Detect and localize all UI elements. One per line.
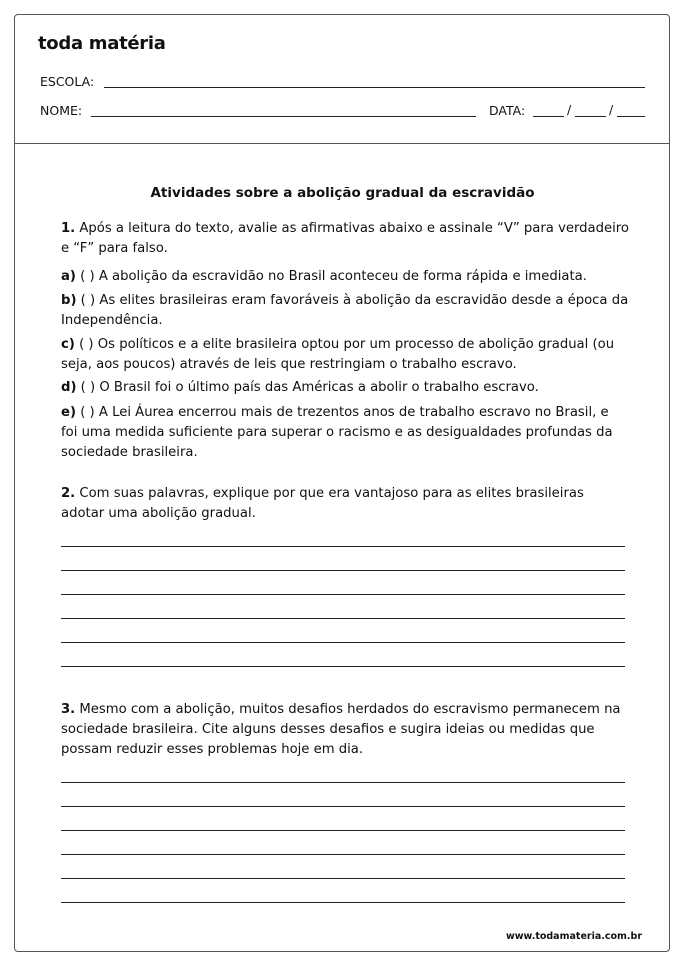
data-label: DATA:	[489, 103, 526, 118]
date-day-field[interactable]	[533, 116, 564, 117]
statement-letter: d)	[61, 380, 77, 395]
statement-c	[61, 335, 629, 375]
statement-b	[61, 291, 629, 331]
brand-logo: toda matéria	[38, 33, 166, 54]
answer-box[interactable]: ( )	[80, 405, 95, 420]
worksheet-title: Atividades sobre a abolição gradual da escravidão	[150, 185, 535, 201]
statement-a	[61, 267, 629, 287]
question-number: 2.	[61, 486, 76, 501]
statement-text: As elites brasileiras eram favoráveis à abolição da escravidão desde a época da Independência.	[61, 293, 629, 328]
statement-letter: b)	[61, 293, 77, 308]
statement-letter: c)	[61, 337, 75, 352]
answer-line[interactable]	[61, 902, 625, 903]
statement-text: O Brasil foi o último país das Américas a abolir o trabalho escravo.	[99, 380, 539, 395]
statement-text: A abolição da escravidão no Brasil aconteceu de forma rápida e imediata.	[98, 269, 587, 284]
worksheet-frame	[14, 14, 670, 952]
question-2	[61, 484, 629, 524]
answer-line[interactable]	[61, 642, 625, 643]
answer-box[interactable]: ( )	[80, 293, 96, 308]
answer-line[interactable]	[61, 806, 625, 807]
answer-line[interactable]	[61, 854, 625, 855]
date-separator: /	[567, 102, 572, 117]
date-separator: /	[609, 102, 614, 117]
answer-box[interactable]: ( )	[80, 380, 96, 395]
answer-line[interactable]	[61, 618, 625, 619]
statement-e	[61, 403, 629, 463]
answer-line[interactable]	[61, 666, 625, 667]
escola-field[interactable]	[104, 87, 645, 88]
answer-line[interactable]	[61, 594, 625, 595]
question-number: 1.	[61, 221, 76, 236]
answer-box[interactable]: ( )	[79, 337, 94, 352]
answer-line[interactable]	[61, 830, 625, 831]
nome-label: NOME:	[40, 103, 83, 118]
date-year-field[interactable]	[617, 116, 645, 117]
date-month-field[interactable]	[575, 116, 606, 117]
question-text: Mesmo com a abolição, muitos desafios herdados do escravismo permanecem na sociedade brasileira. Cite alguns desses desafios e sugira ideias ou medidas que possam reduzir esses problemas hoje em dia.	[61, 702, 621, 757]
answer-line[interactable]	[61, 570, 625, 571]
answer-line[interactable]	[61, 546, 625, 547]
footer-url: www.todamateria.com.br	[505, 931, 642, 942]
answer-box[interactable]: ( )	[80, 269, 95, 284]
statement-text: A Lei Áurea encerrou mais de trezentos anos de trabalho escravo no Brasil, e foi uma medida suficiente para superar o racismo e as desigualdades profundas da sociedade brasileira.	[61, 405, 613, 460]
statement-text: Os políticos e a elite brasileira optou por um processo de abolição gradual (ou seja, aos poucos) através de leis que restringiam o trabalho escravo.	[61, 337, 615, 372]
question-3	[61, 700, 629, 760]
answer-line[interactable]	[61, 782, 625, 783]
question-1	[61, 219, 629, 259]
escola-label: ESCOLA:	[40, 74, 95, 89]
question-number: 3.	[61, 702, 76, 717]
nome-field[interactable]	[91, 116, 476, 117]
header-divider	[14, 143, 670, 144]
question-text: Com suas palavras, explique por que era vantajoso para as elites brasileiras adotar uma abolição gradual.	[61, 486, 584, 521]
statement-letter: a)	[61, 269, 76, 284]
question-text: Após a leitura do texto, avalie as afirmativas abaixo e assinale “V” para verdadeiro e “F” para falso.	[61, 221, 629, 256]
answer-line[interactable]	[61, 878, 625, 879]
statement-letter: e)	[61, 405, 76, 420]
statement-d	[61, 378, 629, 398]
